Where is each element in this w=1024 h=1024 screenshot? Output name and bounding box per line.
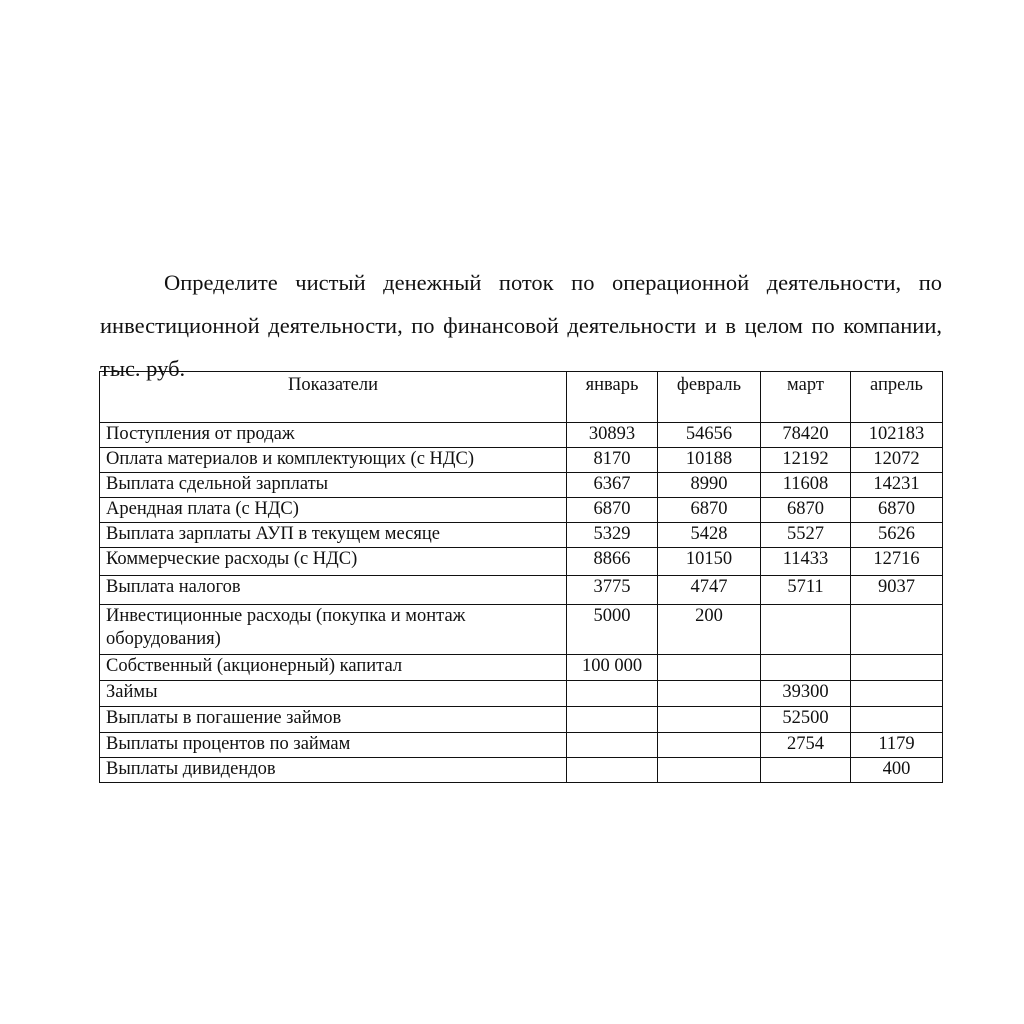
table-row xyxy=(100,576,943,605)
value-cell: 30893 xyxy=(567,423,658,448)
table-row xyxy=(100,707,943,733)
indicator-cell: Выплата налогов xyxy=(100,576,567,605)
value-cell: 11608 xyxy=(761,473,851,498)
value-cell: 6870 xyxy=(851,498,943,523)
value-cell: 6870 xyxy=(567,498,658,523)
value-cell: 200 xyxy=(658,605,761,655)
indicator-cell: Собственный (акционерный) капитал xyxy=(100,655,567,681)
value-cell: 52500 xyxy=(761,707,851,733)
header-row xyxy=(100,372,943,423)
table-row xyxy=(100,448,943,473)
value-cell xyxy=(851,655,943,681)
column-header: апрель xyxy=(851,372,943,423)
value-cell: 5527 xyxy=(761,523,851,548)
value-cell: 10188 xyxy=(658,448,761,473)
indicator-cell: Оплата материалов и комплектующих (с НДС) xyxy=(100,448,567,473)
value-cell: 12716 xyxy=(851,548,943,576)
value-cell xyxy=(658,758,761,783)
indicator-cell: Инвестиционные расходы (покупка и монтаж оборудования) xyxy=(100,605,567,655)
value-cell: 8990 xyxy=(658,473,761,498)
value-cell xyxy=(567,681,658,707)
value-cell: 102183 xyxy=(851,423,943,448)
value-cell: 5000 xyxy=(567,605,658,655)
value-cell: 9037 xyxy=(851,576,943,605)
indicator-cell: Выплата зарплаты АУП в текущем месяце xyxy=(100,523,567,548)
value-cell: 12072 xyxy=(851,448,943,473)
value-cell xyxy=(761,605,851,655)
indicator-cell: Арендная плата (с НДС) xyxy=(100,498,567,523)
value-cell: 12192 xyxy=(761,448,851,473)
table-row xyxy=(100,733,943,758)
value-cell: 1179 xyxy=(851,733,943,758)
indicator-cell: Выплаты процентов по займам xyxy=(100,733,567,758)
value-cell: 6870 xyxy=(658,498,761,523)
value-cell: 39300 xyxy=(761,681,851,707)
value-cell: 6870 xyxy=(761,498,851,523)
value-cell xyxy=(658,681,761,707)
column-header: февраль xyxy=(658,372,761,423)
table-row xyxy=(100,681,943,707)
indicator-cell: Поступления от продаж xyxy=(100,423,567,448)
value-cell: 5711 xyxy=(761,576,851,605)
value-cell xyxy=(851,681,943,707)
value-cell xyxy=(658,733,761,758)
indicator-cell: Займы xyxy=(100,681,567,707)
value-cell xyxy=(567,758,658,783)
value-cell: 100 000 xyxy=(567,655,658,681)
value-cell: 3775 xyxy=(567,576,658,605)
column-header: январь xyxy=(567,372,658,423)
value-cell xyxy=(761,758,851,783)
value-cell xyxy=(851,707,943,733)
value-cell xyxy=(567,707,658,733)
value-cell xyxy=(567,733,658,758)
value-cell: 5428 xyxy=(658,523,761,548)
value-cell: 54656 xyxy=(658,423,761,448)
indicator-cell: Выплаты в погашение займов xyxy=(100,707,567,733)
value-cell: 6367 xyxy=(567,473,658,498)
table-row xyxy=(100,523,943,548)
value-cell: 8866 xyxy=(567,548,658,576)
value-cell: 14231 xyxy=(851,473,943,498)
table-row xyxy=(100,605,943,655)
table-row xyxy=(100,548,943,576)
value-cell xyxy=(658,707,761,733)
value-cell: 78420 xyxy=(761,423,851,448)
table-row xyxy=(100,655,943,681)
value-cell: 5626 xyxy=(851,523,943,548)
value-cell: 8170 xyxy=(567,448,658,473)
value-cell xyxy=(658,655,761,681)
indicator-cell: Выплата сдельной зарплаты xyxy=(100,473,567,498)
table-row xyxy=(100,758,943,783)
column-header: март xyxy=(761,372,851,423)
task-paragraph: Определите чистый денежный поток по операционной деятельности, по инвестиционной деятельности, по финансовой деятельности и в целом по компании, тыс. руб. xyxy=(100,269,942,381)
indicator-cell: Коммерческие расходы (с НДС) xyxy=(100,548,567,576)
table-row xyxy=(100,498,943,523)
indicator-cell: Выплаты дивидендов xyxy=(100,758,567,783)
table-row xyxy=(100,423,943,448)
value-cell xyxy=(851,605,943,655)
value-cell xyxy=(761,655,851,681)
cash-flow-table xyxy=(99,371,943,783)
column-header: Показатели xyxy=(100,372,567,423)
value-cell: 10150 xyxy=(658,548,761,576)
value-cell: 5329 xyxy=(567,523,658,548)
value-cell: 400 xyxy=(851,758,943,783)
table-row xyxy=(100,473,943,498)
value-cell: 11433 xyxy=(761,548,851,576)
value-cell: 4747 xyxy=(658,576,761,605)
value-cell: 2754 xyxy=(761,733,851,758)
